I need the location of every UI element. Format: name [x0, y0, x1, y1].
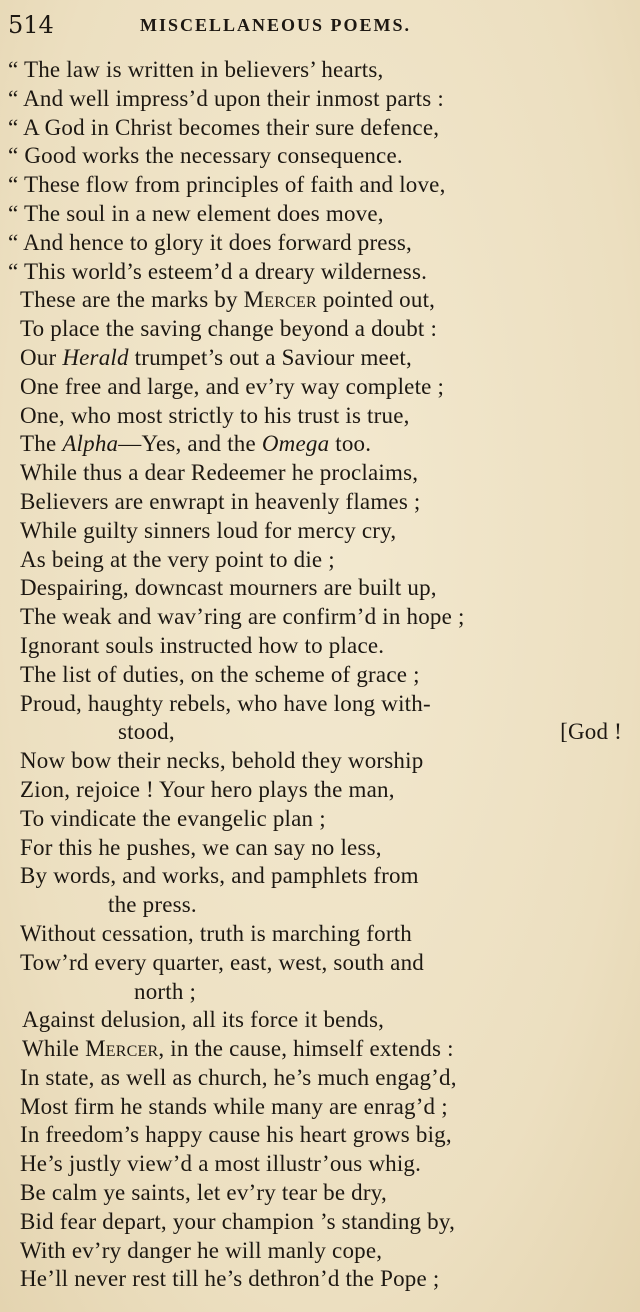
poem-line: “ And well impress’d upon their inmost parts :	[8, 85, 444, 111]
poem-line-turnover: north ;	[134, 978, 197, 1004]
poem-line: By words, and works, and pamphlets from	[20, 863, 419, 889]
poem-line: “ And hence to glory it does forward press,	[8, 229, 412, 255]
poem-line: The list of duties, on the scheme of grace ;	[20, 661, 420, 687]
page-number: 514	[8, 11, 54, 39]
name-mercer: Mercer	[85, 1036, 159, 1062]
poem-line: These are the marks by Mercer pointed out,	[20, 287, 436, 313]
poem-line: In state, as well as church, he’s much engag’d,	[20, 1064, 457, 1090]
poem-line-turnover: stood, [God !	[0, 718, 640, 747]
poem-line: Zion, rejoice ! Your hero plays the man,	[20, 776, 395, 802]
poem-line: Against delusion, all its force it bends,	[22, 1007, 385, 1033]
poem-line: Be calm ye saints, let ev’ry tear be dry,	[20, 1180, 387, 1206]
poem-line: “ The soul in a new element does move,	[8, 200, 384, 226]
poem-line: “ The law is written in believers’ hearts,	[8, 57, 384, 82]
poem-text	[0, 56, 640, 1294]
poem-line: “ This world’s esteem’d a dreary wilderness.	[8, 258, 428, 284]
turnover-bracket: [God !	[560, 719, 622, 745]
poem-line: While guilty sinners loud for mercy cry,	[20, 517, 397, 543]
poem-line: “ A God in Christ becomes their sure defence,	[8, 114, 440, 140]
poem-line: Ignorant souls instructed how to place.	[20, 632, 385, 658]
poem-line: One free and large, and ev’ry way complete ;	[20, 373, 445, 399]
italic-herald: Herald	[62, 344, 129, 370]
poem-line: For this he pushes, we can say no less,	[20, 834, 382, 860]
poem-line: One, who most strictly to his trust is true,	[20, 402, 410, 428]
poem-line: Without cessation, truth is marching forth	[20, 920, 413, 946]
poem-line: The Alpha—Yes, and the Omega too.	[20, 431, 372, 457]
poem-line: “ These flow from principles of faith and love,	[8, 172, 446, 198]
poem-line: Now bow their necks, behold they worship	[20, 748, 424, 774]
poem-line: Proud, haughty rebels, who have long with-	[20, 690, 431, 716]
poem-line: Believers are enwrapt in heavenly flames ;	[20, 488, 421, 514]
poem-line: “ Good works the necessary consequence.	[8, 143, 403, 169]
poem-line: The weak and wav’ring are confirm’d in hope ;	[20, 604, 465, 630]
poem-line: With ev’ry danger he will manly cope,	[20, 1237, 383, 1263]
poem-line: Despairing, downcast mourners are built up,	[20, 575, 437, 601]
poem-line: Bid fear depart, your champion ’s standing by,	[20, 1208, 456, 1234]
poem-line-turnover: the press.	[108, 892, 197, 918]
poem-line: Our Herald trumpet’s out a Saviour meet,	[20, 344, 412, 370]
italic-alpha: Alpha	[62, 431, 119, 457]
poem-line: To vindicate the evangelic plan ;	[20, 805, 326, 831]
poem-line: Most firm he stands while many are enrag’d ;	[20, 1093, 448, 1119]
poem-line: He’s justly view’d a most illustr’ous whig.	[20, 1151, 422, 1177]
running-title: MISCELLANEOUS POEMS.	[140, 15, 412, 35]
poem-line: He’ll never rest till he’s dethron’d the Pope ;	[20, 1266, 440, 1292]
italic-omega: Omega	[261, 431, 330, 457]
poem-line: To place the saving change beyond a doubt :	[20, 316, 438, 342]
poem-line: While Mercer, in the cause, himself extends :	[22, 1036, 454, 1062]
page-header	[8, 10, 628, 40]
poem-line: In freedom’s happy cause his heart grows big,	[20, 1122, 452, 1148]
name-mercer: Mercer	[243, 287, 317, 313]
poem-line: While thus a dear Redeemer he proclaims,	[20, 460, 419, 486]
poem-line: As being at the very point to die ;	[20, 546, 335, 572]
poem-line: Tow’rd every quarter, east, west, south and	[20, 949, 424, 975]
